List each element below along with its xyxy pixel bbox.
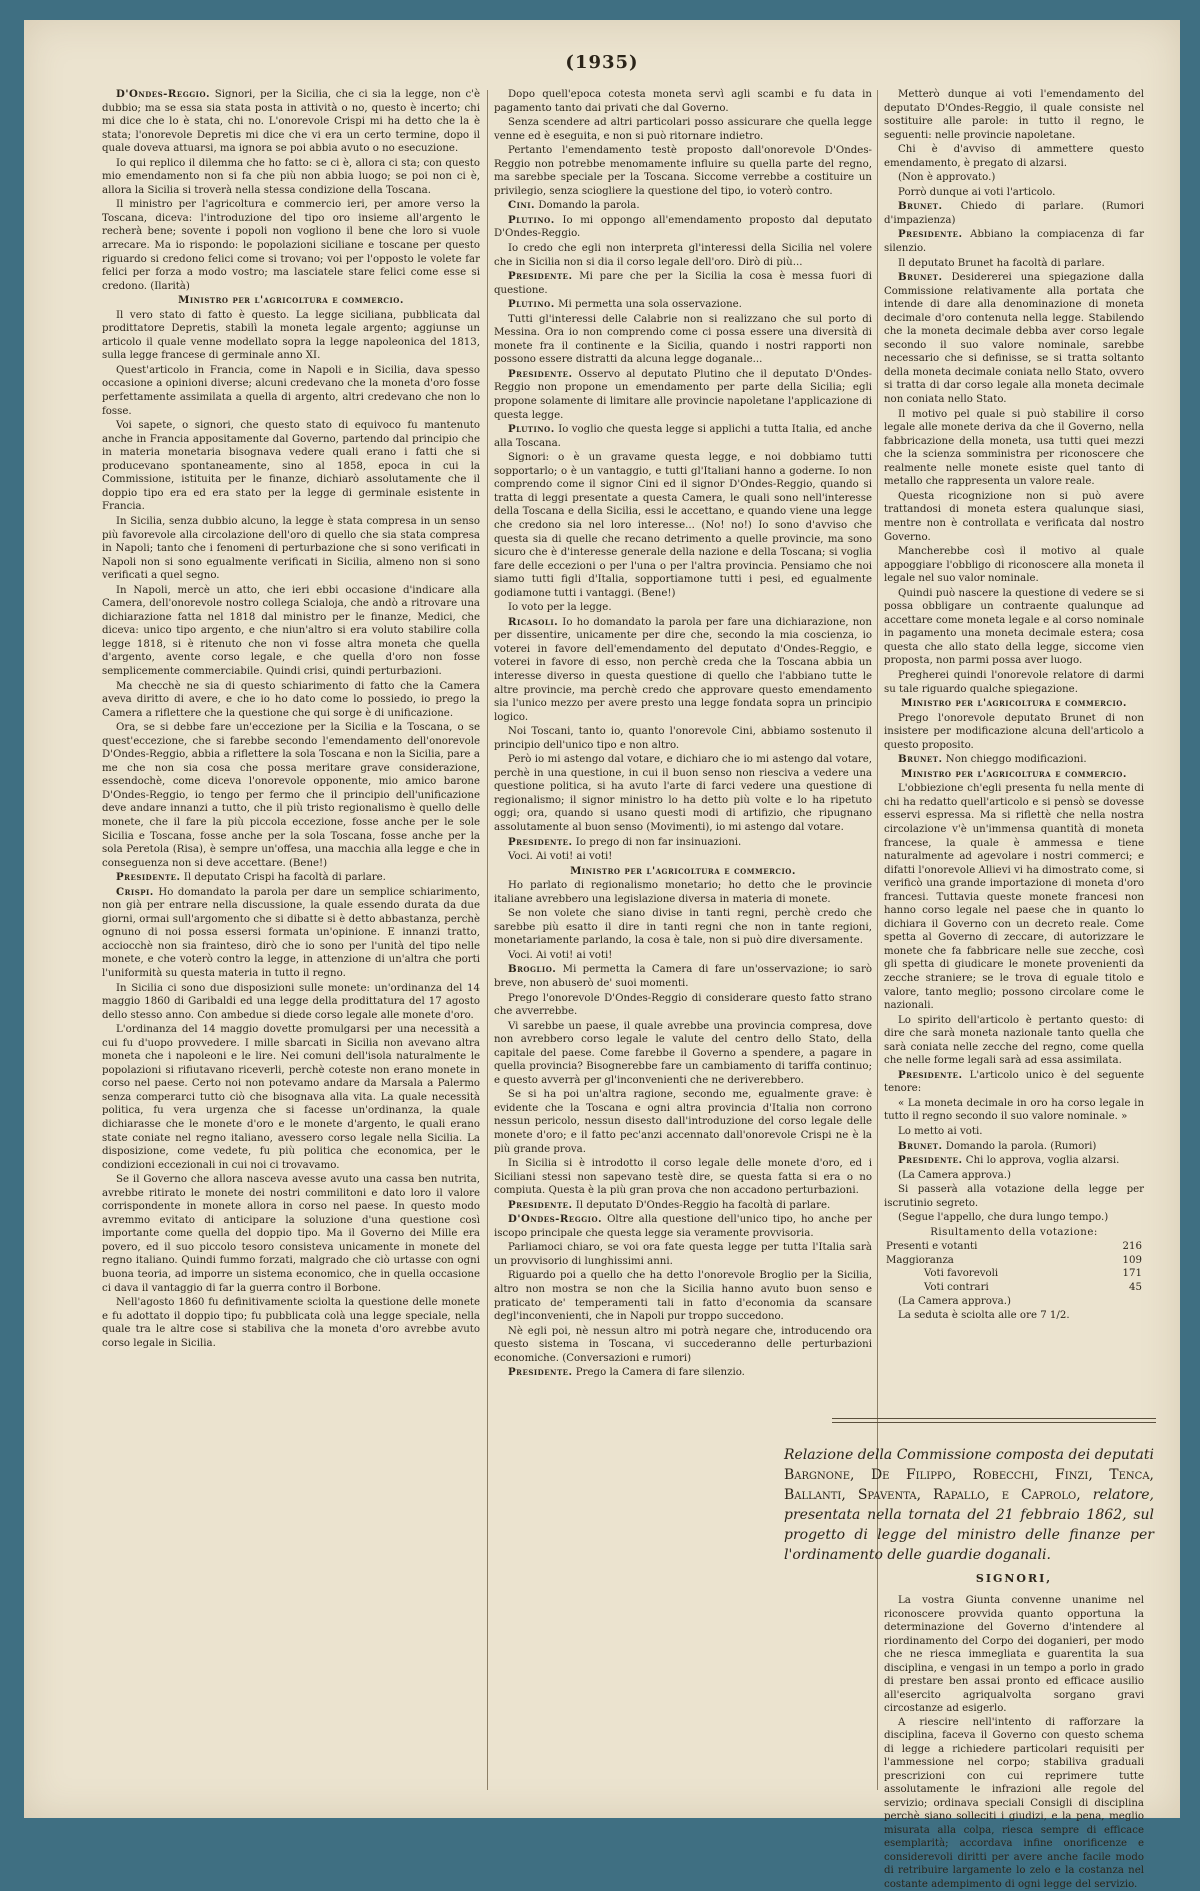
paragraph: Plutino. Io mi oppongo all'emendamento proposto dal deputato D'Ondes-Reggio. — [494, 214, 872, 241]
paragraph: Presidente. Io prego di non far insinuazioni. — [494, 836, 872, 850]
paragraph: La seduta è sciolta alle ore 7 1/2. — [884, 1309, 1144, 1323]
paragraph: Dopo quell'epoca cotesta moneta servì agli scambi e fu data in pagamento tanto dai privati che dal Governo. — [494, 88, 872, 115]
paragraph: Io credo che egli non interpreta gl'interessi della Sicilia nel volere che in Sicilia non si dia il corso legale dell'oro. Dirò di più... — [494, 242, 872, 269]
paragraph: Ora, se si debbe fare un'eccezione per la Sicilia e la Toscana, o se quest'eccezione, che si farebbe secondo l'emendamento dell'onorevole D'Ondes-Reggio, abbia a riflettere la sola Toscana e non la Sicilia, pare a me che non sia cosa che possa meritare grave considerazione, essendochè, come diceva l'onorevole opponente, mio amico barone D'Ondes-Reggio, io tengo per fermo che il principio dell'unificazione deve andare innanzi a tutto, che il più tristo regionalismo è quello delle monete, che il fare la più piccola eccezione, fosse anche per le sole Sicilia e Toscana, fosse anche per la sola Toscana, fosse anche per la sola Peretola (Risa), è sempre un'offesa, una macchia alla legge e che in conseguenza non si deve accettare. (Bene!) — [102, 721, 480, 870]
paragraph: Però io mi astengo dal votare, e dichiaro che io mi astengo dal votare, perchè in una questione, in cui il buon senso non riesciva a vedere una questione politica, si ha avuto l'arte di farci vedere una questione di regionalismo; il signor ministro lo ha detto più volte e lo ha ripetuto oggi; ora, quando si usano questi modi di artifizio, che ripugnano assolutamente al buon senso (Movimenti), io mi astengo dal votare. — [494, 753, 872, 834]
paragraph: Voi sapete, o signori, che questo stato di equivoco fu mantenuto anche in Francia appositamente dal Governo, partendo dal principio che in materia monetaria bisognava vedere quali erano i fatti che si producevano spontaneamente, sino al 1858, epoca in cui la Commissione, istituita per le finanze, dichiarò assolutamente che il doppio tipo era ed era stato per la legge di germinale esistente in Francia. — [102, 419, 480, 514]
paragraph: Broglio. Mi permetta la Camera di fare un'osservazione; io sarò breve, non abuserò de' suoi momenti. — [494, 963, 872, 990]
paragraph: Lo spirito dell'articolo è pertanto questo: di dire che sarà moneta nazionale tanto quella che sarà coniata nelle zecche del regno, come quella che nelle forme legali sarà ad essa assimilata. — [884, 1014, 1144, 1068]
paragraph: Brunet. Desidererei una spiegazione dalla Commissione relativamente alla portata che intende di dare alla denominazione di moneta decimale d'oro contenuta nella legge. Stabilendo che la moneta decimale debba aver corso legale secondo il suo valore nominale, sarebbe necessario che si definisse, se si tratta soltanto della moneta decimale coniata nello Stato, ovvero si tratta di dar corso legale alla moneta decimale non coniata nello Stato. — [884, 271, 1144, 406]
vote-table — [884, 1240, 1144, 1294]
paragraph: Nè egli poi, nè nessun altro mi potrà negare che, introducendo ora questo sistema in Toscana, vi succederanno delle perturbazioni economiche. (Conversazioni e rumori) — [494, 1325, 872, 1366]
paragraph: Riguardo poi a quello che ha detto l'onorevole Broglio per la Sicilia, altro non mostra se non che la Sicilia hanno avuto buon senso e praticato de' temperamenti tali in fatto d'economia da scansare degl'inconvenienti, che in Napoli pur troppo succedono. — [494, 1269, 872, 1323]
paragraph: Presidente. Prego la Camera di fare silenzio. — [494, 1366, 872, 1380]
paragraph: Brunet. Non chieggo modificazioni. — [884, 753, 1144, 767]
paragraph: Brunet. Domando la parola. (Rumori) — [884, 1140, 1144, 1154]
paragraph: Parliamoci chiaro, se voi ora fate questa legge per tutta l'Italia sarà un provvisorio di lunghissimi anni. — [494, 1241, 872, 1268]
paragraph: Io qui replico il dilemma che ho fatto: se ci è, allora ci sta; con questo mio emendamento non si fa che più non abbia luogo; se poi non ci è, allora la Sicilia si troverà nella stessa condizione della Toscana. — [102, 157, 480, 198]
vote-row: Maggioranza 109 — [884, 1254, 1144, 1268]
paragraph: (Non è approvato.) — [884, 171, 1144, 185]
speaker-heading: Ministro per l'agricoltura e commercio. — [102, 294, 480, 308]
paragraph: Ricasoli. Io ho domandato la parola per fare una dichiarazione, non per dissentire, unicamente per dire che, secondo la mia coscienza, io voterei in favore dell'emendamento del deputato d'Ondes-Reggio, e voterei in favore di esso, non perchè creda che la Toscana abbia un interesse diverso in questa questione di quello che l'abbiano tutte le altre provincie, ma perchè credo che approvare questo emendamento sia l'unico mezzo per avere presto una legge fondata sopra un principio logico. — [494, 616, 872, 724]
vote-row: Presenti e votanti 216 — [884, 1240, 1144, 1254]
paragraph: Se non volete che siano divise in tanti regni, perchè credo che sarebbe più esatto il dire in tanti regni che non in tante regioni, monetariamente parlando, la cosa è tale, non si può dire diversamente. — [494, 907, 872, 948]
paragraph: D'Ondes-Reggio. Oltre alla questione dell'unico tipo, ho anche per iscopo principale che questa legge sia veramente provvisoria. — [494, 1213, 872, 1240]
vote-row: Voti favorevoli 171 — [884, 1267, 1144, 1281]
paragraph: D'Ondes-Reggio. Signori, per la Sicilia, che ci sia la legge, non c'è dubbio; ma se essa sia stata posta in attività o no, questo è incerto; chi mi dice che lo è stata, chi no. L'onorevole Crispi mi ha detto che la è stata; l'onorevole Depretis mi dice che vi era un certo termine, dopo il quale doveva attuarsi, ma ignora se poi abbia avuto o no esecuzione. — [102, 88, 480, 156]
paragraph: Questa ricognizione non si può avere trattandosi di moneta estera qualunque siasi, mentre non è controllata e verificata dal nostro Governo. — [884, 490, 1144, 544]
results-title: Risultamento della votazione: — [884, 1226, 1144, 1240]
column-1 — [102, 88, 480, 1800]
paragraph: Io voto per la legge. — [494, 601, 872, 615]
section-divider — [832, 1418, 1156, 1423]
paragraph: (La Camera approva.) — [884, 1295, 1144, 1309]
paragraph: Il vero stato di fatto è questo. La legge siciliana, pubblicata dal prodittatore Depretis, stabilì la moneta legale argento; aggiunse un articolo il quale venne modellato sopra la legge napoleonica del 1813, sulla legge francese di germinale anno XI. — [102, 309, 480, 363]
page-number: (1935) — [24, 52, 1180, 73]
paragraph: Presidente. Il deputato Crispi ha facoltà di parlare. — [102, 871, 480, 885]
report-heading: Relazione della Commissione composta dei deputati Bargnone, De Filippo, Robecchi, Finzi, Tenca, Ballanti, Spaventa, Rapallo, e Caprolo, relatore, presentata nella tornata del 21 febbraio 1862, sul progetto di legge del ministro delle finanze per l'ordinamento delle guardie doganali. — [784, 1445, 1154, 1565]
paragraph: Chi è d'avviso di ammettere questo emendamento, è pregato di alzarsi. — [884, 143, 1144, 170]
paragraph: Ma checchè ne sia di questo schiarimento di fatto che la Camera aveva diritto di avere, e che io ho dato come lo possiedo, io prego la Camera a riflettere che la questione che qui sorge è di unificazione. — [102, 680, 480, 721]
paragraph: Senza scendere ad altri particolari posso assicurare che quella legge venne ed è eseguita, e non si può ritornare indietro. — [494, 116, 872, 143]
paragraph: Nell'agosto 1860 fu definitivamente sciolta la questione delle monete e fu adottato il doppio tipo; fu pubblicata colà una legge speciale, nella quale tra le altre cose si stabiliva che la moneta d'oro avrebbe avuto corso legale in Sicilia. — [102, 1296, 480, 1350]
paragraph: Plutino. Mi permetta una sola osservazione. — [494, 298, 872, 312]
paragraph: Noi Toscani, tanto io, quanto l'onorevole Cini, abbiamo sostenuto il principio dell'unico tipo e non altro. — [494, 725, 872, 752]
paragraph: Presidente. Mi pare che per la Sicilia la cosa è messa fuori di questione. — [494, 270, 872, 297]
paragraph: Pregherei quindi l'onorevole relatore di darmi su tale riguardo qualche spiegazione. — [884, 669, 1144, 696]
paragraph: Voci. Ai voti! ai voti! — [494, 949, 872, 963]
vote-row: Voti contrari 45 — [884, 1281, 1144, 1295]
paragraph: Presidente. Chi lo approva, voglia alzarsi. — [884, 1154, 1144, 1168]
paragraph: Vi sarebbe un paese, il quale avrebbe una provincia compresa, dove non avrebbero corso legale le valute del centro dello Stato, della capitale del paese. Come farebbe il Governo a spendere, a pagare in quella provincia? Bisognerebbe fare un cambiamento di tariffa continuo; e questo avverrà per gl'inconvenienti che ne deriverebbero. — [494, 1020, 872, 1088]
column-rule — [487, 90, 488, 1790]
paragraph: Prego l'onorevole D'Ondes-Reggio di considerare questo fatto strano che avverrebbe. — [494, 992, 872, 1019]
paragraph: L'ordinanza del 14 maggio dovette promulgarsi per una necessità a cui fu d'uopo provvedere. I mille sbarcati in Sicilia non avevano altra moneta che i napoleoni e le lire. Nei comuni dell'isola naturalmente le popolazioni si rifiutavano riceverli, perchè coteste non erano monete in corso nel paese. Certo noi non potevamo andare da Marsala a Palermo senza comperarci tutto ciò che bisognava alla vita. La quale necessità politica, fu vera urgenza che si facesse un'ordinanza, la quale dichiarasse che le monete d'oro e le monete d'argento, le quali erano state coniate nel regno italiano, avessero corso legale nella Sicilia. La disposizione, come vedete, fu più politica che economica, per le condizioni eccezionali in cui noi ci trovavamo. — [102, 1023, 480, 1172]
paragraph: La vostra Giunta convenne unanime nel riconoscere provvida quanto opportuna la determinazione del Governo d'intendere al riordinamento del Corpo dei doganieri, per modo che ne riesca immegliata e guarentita la sua disciplina, e vengasi in un tempo a porlo in grado di prestare ben assai pronto ed efficace ausilio all'esercito agriqualvolta sorgano gravi circostanze ad esigerlo. — [884, 1594, 1144, 1716]
paragraph: In Sicilia, senza dubbio alcuno, la legge è stata compresa in un senso più favorevole alla circolazione dell'oro di quello che sia stata compresa in Napoli; tanto che i fenomeni di perturbazione che si sono verificati in Napoli non si sono egualmente verificati in Sicilia, almeno non si sono verificati a quel segno. — [102, 515, 480, 583]
paragraph: Mancherebbe così il motivo al quale appoggiare l'obbligo di riconoscere alla moneta il legale nel suo valor nominale. — [884, 545, 1144, 586]
paragraph: Presidente. Il deputato D'Ondes-Reggio ha facoltà di parlare. — [494, 1199, 872, 1213]
paragraph: Il motivo pel quale si può stabilire il corso legale alle monete deriva da che il Governo, nella fabbricazione della moneta, usa tutti quei mezzi che la scienza somministra per riconoscere che realmente nelle monete esiste quel tanto di metallo che rappresenta un valore reale. — [884, 408, 1144, 489]
paragraph: Cini. Domando la parola. — [494, 199, 872, 213]
speaker-heading: Ministro per l'agricoltura e commercio. — [884, 768, 1144, 782]
paragraph: (Segue l'appello, che dura lungo tempo.) — [884, 1211, 1144, 1225]
paragraph: Presidente. Abbiano la compiacenza di far silenzio. — [884, 228, 1144, 255]
paragraph: Lo metto ai voti. — [884, 1125, 1144, 1139]
speaker-heading: Ministro per l'agricoltura e commercio. — [494, 865, 872, 879]
column-3 — [884, 88, 1144, 1628]
paragraph: A riescire nell'intento di rafforzare la disciplina, faceva il Governo con questo schema di legge a richiedere particolari requisiti per l'ammessione nel corpo; stabiliva graduali prescrizioni con cui reprimere tutte assolutamente le infrazioni alle regole del servizio; ordinava speciali Consigli di disciplina perchè siano solleciti i giudizi, e la pena, meglio misurata alla colpa, riesca sempre di efficace esemplarità; accordava infine onorificenze e considerevoli diritti per avere anche facile modo di retribuire largamente lo zelo e la costanza nel costante adempimento di ogni legge del servizio. — [884, 1716, 1144, 1891]
paragraph: « La moneta decimale in oro ha corso legale in tutto il regno secondo il suo valore nominale. » — [884, 1097, 1144, 1124]
paragraph: L'obbiezione ch'egli presenta fu nella mente di chi ha redatto quell'articolo e si pensò se dovesse esservi espressa. Ma si riflettè che nella nostra circolazione v'è un'immensa quantità di moneta francese, la quale è ammessa e tiene naturalmente ad agevolare i nostri commerci; e difatti l'onorevole Allievi vi ha dimostrato come, si verificò una grande importazione di moneta d'oro francesi. Tuttavia queste monete francesi non hanno corso legale nel paese che in quanto lo dichiara il Governo con un decreto reale. Come spetta al Governo di zeccare, di autorizzare le monete che fa fabbricare nelle sue zecche, così gli spetta di giudicare le monete provenienti da zecche straniere; se le trova di eguale titolo e valore, tanto meglio; possono circolare come le nazionali. — [884, 782, 1144, 1012]
paragraph: Metterò dunque ai voti l'emendamento del deputato D'Ondes-Reggio, il quale consiste nel sostituire alle parole: in tutto il regno, le seguenti: nelle provincie napoletane. — [884, 88, 1144, 142]
paragraph: Crispi. Ho domandato la parola per dare un semplice schiarimento, non già per entrare nella discussione, la quale essendo durata da due giorni, ormai sull'argomento che si dibatte si è detto abbastanza, perchè ognuno di noi possa essersi formata un'opinione. E innanzi tratto, acciocchè non sia frainteso, dirò che io sono per l'unità del tipo nelle monete, e che voterò contro la legge, in attenzione di un'altra che porti l'uniformità su questa materia in tutto il regno. — [102, 886, 480, 981]
paragraph: Quindi può nascere la questione di vedere se si possa obbligare un contraente qualunque ad accettare come moneta legale e al corso nominale in pagamento una moneta decimale estera; cosa questa che allo stato della legge, siccome vien proposta, non parmi possa aver luogo. — [884, 587, 1144, 668]
paragraph: Presidente. Osservo al deputato Plutino che il deputato D'Ondes-Reggio non propone un emendamento per parte della Sicilia; egli propone solamente di limitare alle provincie napoletane l'applicazione di questa legge. — [494, 368, 872, 422]
newspaper-page — [24, 20, 1180, 1818]
paragraph: In Sicilia ci sono due disposizioni sulle monete: un'ordinanza del 14 maggio 1860 di Garibaldi ed una legge della prodittatura del 17 agosto dello stesso anno. Con ambedue si diede corso legale alle monete d'oro. — [102, 982, 480, 1023]
paragraph: Pertanto l'emendamento testè proposto dall'onorevole D'Ondes-Reggio non potrebbe menomamente influire su quella parte del regno, ma sarebbe speciale per la Toscana. Siccome verrebbe a costituire un privilegio, senza sciogliere la questione del tipo, io voterò contro. — [494, 144, 872, 198]
paragraph: (La Camera approva.) — [884, 1169, 1144, 1183]
paragraph: Voci. Ai voti! ai voti! — [494, 850, 872, 864]
paragraph: Tutti gl'interessi delle Calabrie non si realizzano che sul porto di Messina. Ora io non comprendo come ci possa essere una diversità di monete fra il continente e la Sicilia, quando i nostri rapporti non possono essere distratti da alcuna legge doganale... — [494, 313, 872, 367]
report-body — [884, 1594, 1144, 1891]
paragraph: Il ministro per l'agricoltura e commercio ieri, per amore verso la Toscana, diceva: l'introduzione del tipo oro insieme all'argento le recherà bene; sovente i popoli non vogliono il bene che loro si vuole arrecare. Ma io rispondo: le popolazioni siciliane e toscane per questo riguardo si credono felici come si trovano; voi per l'opposto le volete far felici per forza a modo vostro; ma lasciatele stare felici come esse si credono. (Ilarità) — [102, 198, 480, 293]
paragraph: Signori: o è un gravame questa legge, e noi dobbiamo tutti sopportarlo; o è un vantaggio, e tutti gl'Italiani hanno a goderne. Io non comprendo come il signor Cini ed il signor D'Ondes-Reggio, quando si tratta di leggi presentate a questa Camera, le quali sono nell'interesse della Toscana e della Sicilia, essi le accettano, e quando viene una legge che credono sia nel loro interesse... (No! no!) Io sono d'avviso che questa sia di quelle che recano detrimento a quelle provincie, ma sono sicuro che è d'interesse generale della nazione e della Toscana; si voglia fare delle eccezioni o per l'una o per l'altra provincia. Pensiamo che noi siamo tutti figli d'Italia, sopportiamone tutti i pesi, ed egualmente godiamone tutti i vantaggi. (Bene!) — [494, 451, 872, 600]
paragraph: Il deputato Brunet ha facoltà di parlare. — [884, 257, 1144, 271]
paragraph: Plutino. Io voglio che questa legge si applichi a tutta Italia, ed anche alla Toscana. — [494, 423, 872, 450]
paragraph: Prego l'onorevole deputato Brunet di non insistere per modificazione alcuna dell'articolo a questo proposito. — [884, 712, 1144, 753]
paragraph: In Napoli, mercè un atto, che ieri ebbi occasione d'indicare alla Camera, dell'onorevole nostro collega Scialoja, che andò a ritrovare una dichiarazione fatta nel 1818 dal ministro per le finanze, Medici, che diceva: unico tipo argento, e che niun'altro si era voluto stabilire colla legge 1818, si è ritenuto che non vi fosse altra moneta che quella d'argento, avente corso legale, e che quella d'oro non fosse semplicemente commerciabile. Quindi crisi, quindi perturbazioni. — [102, 584, 480, 679]
salutation: SIGNORI, — [884, 1572, 1144, 1585]
paragraph: Quest'articolo in Francia, come in Napoli e in Sicilia, dava spesso occasione a opinioni diverse; alcuni credevano che la moneta d'oro fosse perfettamente assimilata a quella di argento, altri credevano che non lo fosse. — [102, 364, 480, 418]
paragraph: Presidente. L'articolo unico è del seguente tenore: — [884, 1069, 1144, 1096]
paragraph: Si passerà alla votazione della legge per iscrutinio segreto. — [884, 1183, 1144, 1210]
paragraph: In Sicilia si è introdotto il corso legale delle monete d'oro, ed i Siciliani stessi non sapevano testè dire, se questa fatta si era o no compiuta. Questa è la più gran prova che non accadono perturbazioni. — [494, 1157, 872, 1198]
paragraph: Porrò dunque ai voti l'articolo. — [884, 186, 1144, 200]
paragraph: Se si ha poi un'altra ragione, secondo me, egualmente grave: è evidente che la Toscana e ogni altra provincia d'Italia non corrono nessun pericolo, nessun disesto dall'introduzione del corso legale delle monete d'oro; e il fatto pec'anzi accennato dall'onorevole Crispi ne è la più grande prova. — [494, 1088, 872, 1156]
speaker-heading: Ministro per l'agricoltura e commercio. — [884, 697, 1144, 711]
paragraph: Ho parlato di regionalismo monetario; ho detto che le provincie italiane avrebbero una legislazione diversa in materia di monete. — [494, 879, 872, 906]
paragraph: Se il Governo che allora nasceva avesse avuto una cassa ben nutrita, avrebbe ritirato le monete dei nostri commilitoni e dato loro il valore corrispondente in monete allora in corso nel paese. In questo modo avremmo evitato di anticipare la soluzione d'una questione così importante come quella del doppio tipo. Ma il Governo dei Mille era povero, ed il suo piccolo tesoro consisteva unicamente in monete del regno italiano. Quindi fummo forzati, malgrado che ciò urtasse con ogni buona teoria, ad imporre un sistema economico, che in quella occasione ci dava il vantaggio di far la guerra contro il Borbone. — [102, 1173, 480, 1295]
paragraph: Brunet. Chiedo di parlare. (Rumori d'impazienza) — [884, 200, 1144, 227]
